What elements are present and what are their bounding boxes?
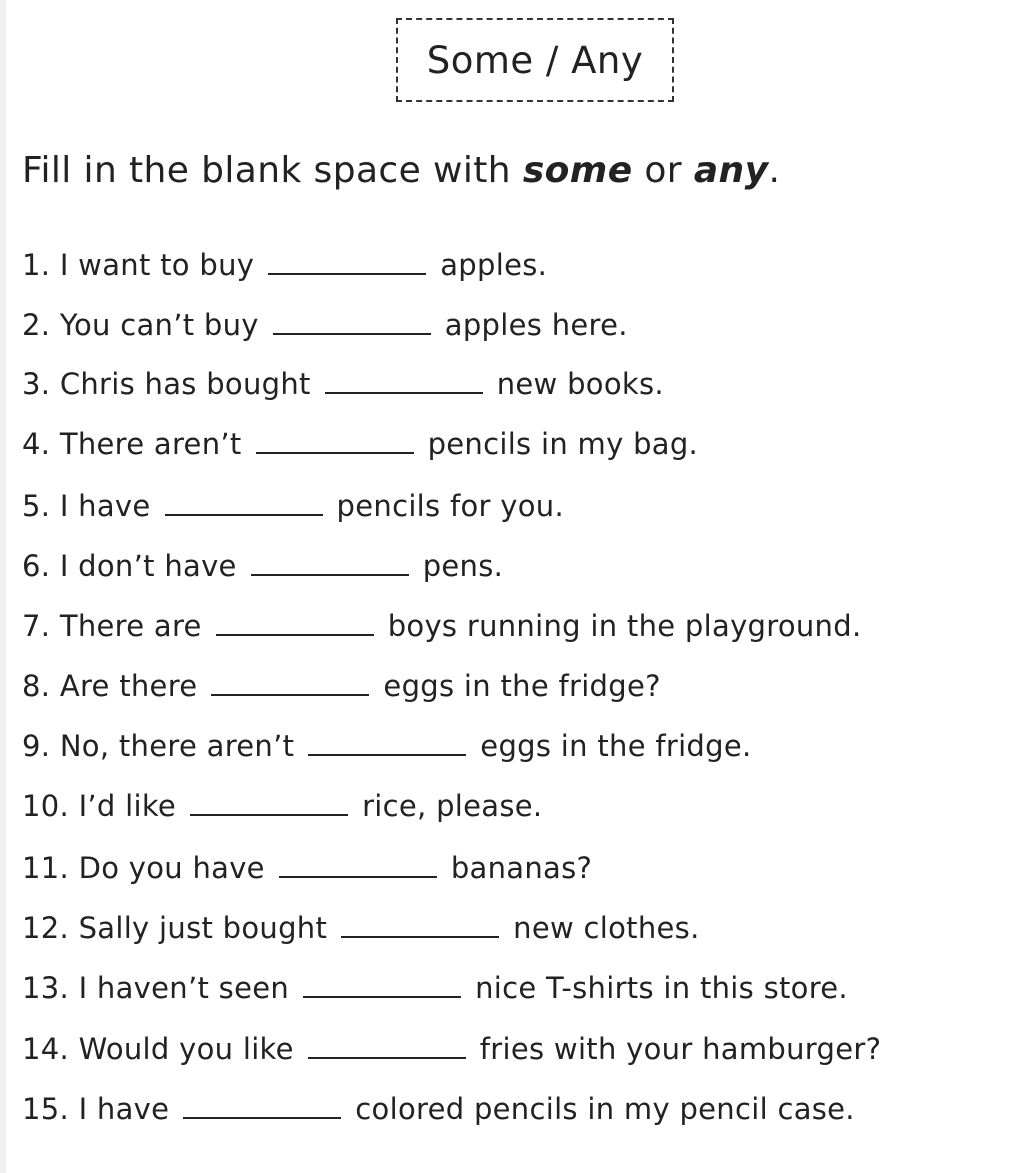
- exercise-item-15: [22, 1091, 855, 1127]
- item-number: 9.: [22, 729, 51, 763]
- item-text-before: I have: [78, 1092, 170, 1126]
- answer-blank[interactable]: [216, 610, 374, 636]
- item-number: 10.: [22, 789, 70, 823]
- item-text-after: bananas?: [450, 851, 593, 885]
- instruction-suffix: .: [768, 150, 781, 191]
- exercise-item-14: [22, 1031, 881, 1067]
- item-text-after: boys running in the playground.: [387, 609, 862, 643]
- exercise-item-3: [22, 366, 664, 402]
- item-text-after: eggs in the fridge?: [383, 669, 661, 703]
- item-text-before: I haven’t seen: [78, 971, 290, 1005]
- item-number: 14.: [22, 1032, 70, 1066]
- item-text-after: pens.: [422, 549, 504, 583]
- item-number: 6.: [22, 549, 51, 583]
- item-text-after: pencils for you.: [336, 489, 564, 523]
- exercise-item-8: [22, 668, 661, 704]
- page-edge: [0, 0, 6, 1173]
- answer-blank[interactable]: [256, 428, 414, 454]
- item-text-after: new clothes.: [513, 911, 700, 945]
- item-text-after: colored pencils in my pencil case.: [355, 1092, 855, 1126]
- answer-blank[interactable]: [165, 490, 323, 516]
- answer-blank[interactable]: [279, 852, 437, 878]
- item-number: 7.: [22, 609, 51, 643]
- item-text-before: I’d like: [78, 789, 177, 823]
- item-text-before: Would you like: [78, 1032, 294, 1066]
- answer-blank[interactable]: [273, 309, 431, 335]
- item-text-before: You can’t buy: [59, 308, 259, 342]
- item-number: 4.: [22, 427, 51, 461]
- exercise-item-4: [22, 426, 698, 462]
- item-number: 3.: [22, 367, 51, 401]
- item-number: 11.: [22, 851, 70, 885]
- item-text-before: Are there: [59, 669, 198, 703]
- item-text-after: rice, please.: [362, 789, 543, 823]
- instruction-text: [22, 150, 780, 191]
- item-text-after: pencils in my bag.: [427, 427, 699, 461]
- item-text-before: Sally just bought: [78, 911, 328, 945]
- exercise-item-10: [22, 788, 542, 824]
- item-text-after: apples.: [440, 248, 548, 282]
- answer-blank[interactable]: [268, 249, 426, 275]
- instruction-middle: or: [632, 150, 694, 191]
- item-number: 13.: [22, 971, 70, 1005]
- item-number: 15.: [22, 1092, 70, 1126]
- item-text-after: nice T-shirts in this store.: [475, 971, 848, 1005]
- item-text-before: I have: [59, 489, 151, 523]
- item-text-after: apples here.: [444, 308, 628, 342]
- exercise-item-6: [22, 548, 503, 584]
- item-text-before: Chris has bought: [59, 367, 311, 401]
- instruction-keyword-any: any: [693, 150, 769, 191]
- item-text-before: Do you have: [78, 851, 265, 885]
- answer-blank[interactable]: [308, 1033, 466, 1059]
- item-number: 5.: [22, 489, 51, 523]
- exercise-item-1: [22, 247, 547, 283]
- item-number: 8.: [22, 669, 51, 703]
- item-text-before: I want to buy: [59, 248, 255, 282]
- exercise-item-5: [22, 488, 564, 524]
- answer-blank[interactable]: [251, 550, 409, 576]
- exercise-item-13: [22, 970, 848, 1006]
- answer-blank[interactable]: [303, 972, 461, 998]
- item-number: 2.: [22, 308, 51, 342]
- item-text-before: No, there aren’t: [59, 729, 295, 763]
- item-number: 12.: [22, 911, 70, 945]
- item-text-before: There aren’t: [59, 427, 242, 461]
- answer-blank[interactable]: [183, 1093, 341, 1119]
- item-text-after: eggs in the fridge.: [480, 729, 752, 763]
- answer-blank[interactable]: [341, 912, 499, 938]
- exercise-item-9: [22, 728, 752, 764]
- item-number: 1.: [22, 248, 51, 282]
- instruction-keyword-some: some: [522, 150, 633, 191]
- worksheet-title-box: [396, 18, 674, 102]
- exercise-item-12: [22, 910, 700, 946]
- answer-blank[interactable]: [325, 368, 483, 394]
- answer-blank[interactable]: [308, 730, 466, 756]
- exercise-item-2: [22, 307, 628, 343]
- answer-blank[interactable]: [211, 670, 369, 696]
- exercise-item-7: [22, 608, 861, 644]
- item-text-after: fries with your hamburger?: [479, 1032, 882, 1066]
- answer-blank[interactable]: [190, 790, 348, 816]
- item-text-after: new books.: [496, 367, 664, 401]
- worksheet-title: Some / Any: [426, 38, 644, 82]
- exercise-item-11: [22, 850, 592, 886]
- item-text-before: I don’t have: [59, 549, 237, 583]
- instruction-prefix: Fill in the blank space with: [22, 150, 523, 191]
- item-text-before: There are: [59, 609, 202, 643]
